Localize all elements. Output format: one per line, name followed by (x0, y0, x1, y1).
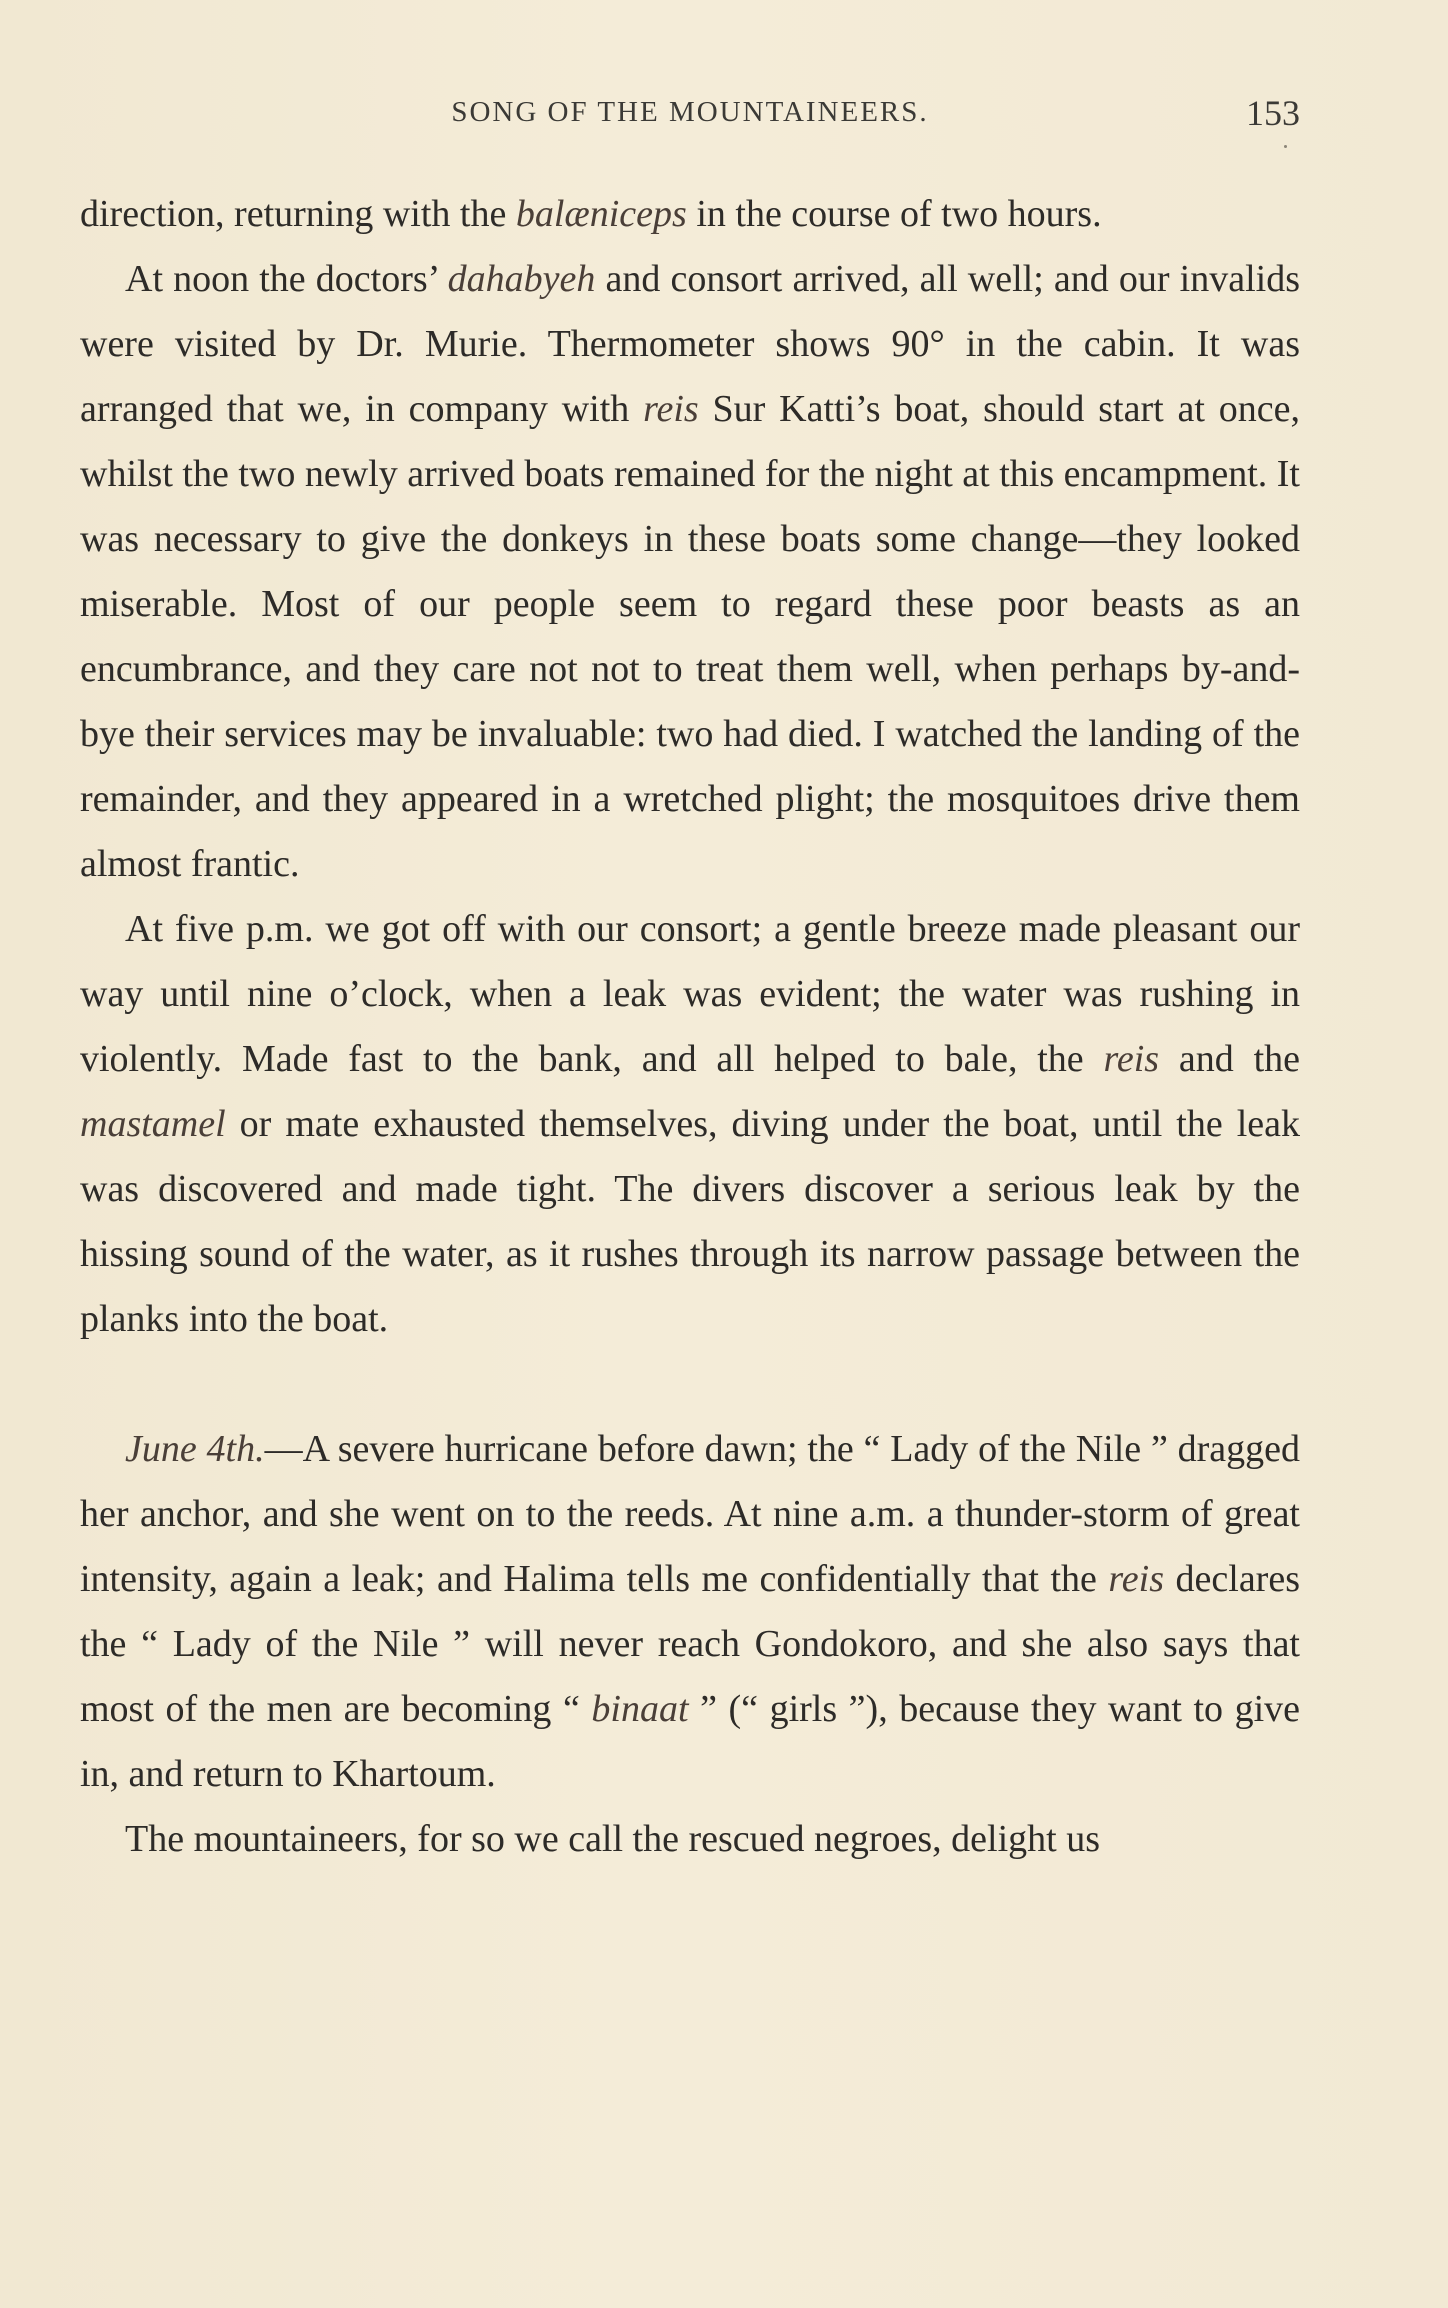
paragraph-mountaineers (80, 1807, 1300, 1872)
paragraph-five-pm-departure (80, 897, 1300, 1352)
text-run: Sur Katti’s boat, should start at once, whilst the two newly arrived boats remained for the night at this encampment. It was necessary to give the donkeys in these boats some change—they looked miserable. Most of our people seem to regard these poor beasts as an encumbrance, and they care not not to treat them well, when perhaps by-and-bye their services may be invaluable: two had died. I watched the landing of the remainder, and they appeared in a wretched plight; the mosquitoes drive them almost frantic. (80, 388, 1300, 885)
italic-term: reis (643, 388, 699, 430)
print-speck (1284, 145, 1287, 148)
paragraph-continued (80, 182, 1300, 247)
text-run: ” (“ girls ”), because they want to give in, and return to Khartoum. (80, 1688, 1300, 1795)
italic-term: balæniceps (515, 193, 687, 235)
italic-term: binaat (591, 1688, 689, 1730)
body-text (80, 182, 1300, 1872)
running-title: SONG OF THE MOUNTAINEERS. (451, 96, 929, 128)
paragraph-june-4th (80, 1417, 1300, 1807)
page-number: 153 (1246, 93, 1300, 133)
text-run: and consort arrived, all well; and our invalids were visited by Dr. Murie. Thermometer shows 90° in the cabin. It was arranged that we, in company with (80, 258, 1300, 430)
text-run: The mountaineers, for so we call the rescued negroes, delight us (125, 1818, 1101, 1860)
text-run: declares the “ Lady of the Nile ” will never reach Gondokoro, and she also says that most of the men are becoming “ (80, 1558, 1300, 1730)
text-run: At noon the doctors’ (125, 258, 448, 300)
text-run: At five p.m. we got off with our consort; a gentle breeze made pleasant our way until nine o’clock, when a leak was evident; the water was rushing in violently. Made fast to the bank, and all helped to bale, the (80, 908, 1300, 1080)
italic-term: reis (1108, 1558, 1165, 1600)
italic-term: reis (1103, 1038, 1160, 1080)
italic-term: June 4th. (125, 1428, 265, 1470)
text-run: or mate exhausted themselves, diving under the boat, until the leak was discovered and made tight. The divers discover a serious leak by the hissing sound of the water, as it rushes through its narrow passage between the planks into the boat. (80, 1103, 1300, 1340)
text-run: direction, returning with the (80, 193, 516, 235)
text-run: —A severe hurricane before dawn; the “ Lady of the Nile ” dragged her anchor, and she went on to the reeds. At nine a.m. a thunder-storm of great intensity, again a leak; and Halima tells me confidentially that the (80, 1428, 1300, 1600)
running-head (80, 92, 1300, 136)
italic-term: mastamel (80, 1103, 226, 1145)
italic-term: dahabyeh (447, 258, 596, 300)
paragraph-noon-arrival (80, 247, 1300, 897)
text-run: in the course of two hours. (686, 193, 1102, 235)
text-run: and the (1159, 1038, 1300, 1080)
